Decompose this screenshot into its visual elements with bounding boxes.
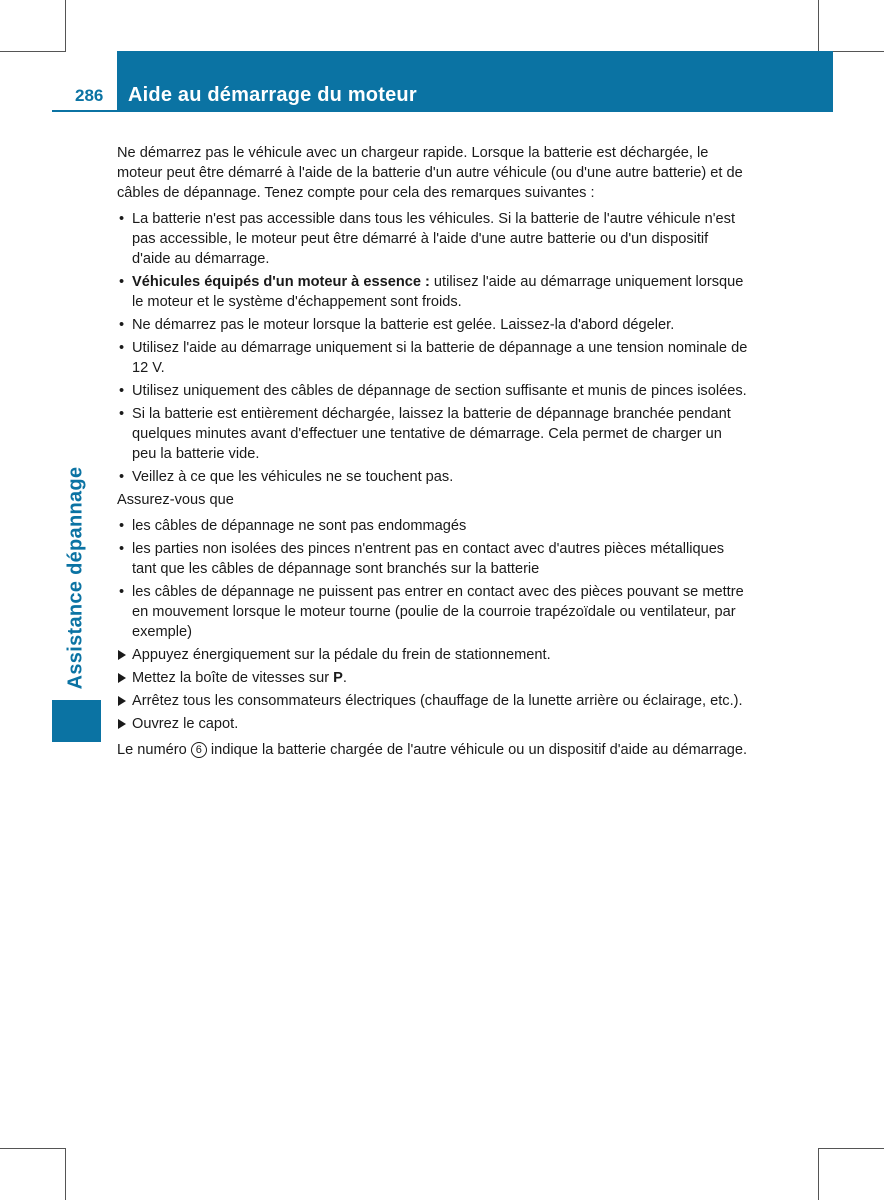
steps-list bbox=[117, 645, 749, 734]
crop-mark bbox=[65, 0, 66, 51]
remark-text: Ne démarrez pas le moteur lorsque la batterie est gelée. Laissez-la d'abord dégeler. bbox=[132, 317, 675, 333]
bullet-marker: • bbox=[119, 340, 125, 356]
list-item bbox=[117, 209, 749, 269]
step-text: Mettez la boîte de vitesses sur bbox=[132, 670, 334, 686]
closing-before: Le numéro bbox=[117, 742, 191, 758]
crop-mark bbox=[818, 0, 819, 51]
crop-mark bbox=[818, 1148, 819, 1200]
crop-mark bbox=[818, 1148, 884, 1149]
ensure-item-text: les câbles de dépannage ne sont pas endommagés bbox=[132, 518, 467, 534]
remark-text: utilisez l'aide au démarrage uniquement lorsque le moteur et le système d'échappement sont froids. bbox=[132, 274, 744, 310]
remark-text: Si la batterie est entièrement déchargée, laissez la batterie de dépannage branchée pendant quelques minutes avant d'effectuer une tentative de démarrage. Cela permet de charger un peu la batterie vide. bbox=[132, 406, 731, 462]
bullet-marker: • bbox=[119, 406, 125, 422]
circled-number-six: 6 bbox=[191, 742, 207, 758]
list-item bbox=[117, 272, 749, 312]
remark-text: La batterie n'est pas accessible dans tous les véhicules. Si la batterie de l'autre véhicule n'est pas accessible, le moteur peut être démarré à l'aide d'une autre batterie ou d'un dispositif d'aide au démarrage. bbox=[132, 211, 735, 267]
list-item bbox=[117, 582, 749, 642]
list-item bbox=[117, 516, 749, 536]
remarks-list bbox=[117, 209, 749, 487]
step-after: . bbox=[342, 670, 347, 686]
remark-bold-lead: Véhicules équipés d'un moteur à essence : bbox=[132, 274, 430, 290]
ensure-label: Assurez-vous que bbox=[117, 492, 234, 508]
bullet-marker: • bbox=[119, 541, 125, 557]
ensure-item-text: les câbles de dépannage ne puissent pas entrer en contact avec des pièces pouvant se mettre en mouvement lorsque le moteur tourne (poulie de la courroie trapézoïdale ou ventilateur, par exemple) bbox=[132, 584, 744, 640]
bullet-marker: • bbox=[119, 317, 125, 333]
remark-text: Utilisez uniquement des câbles de dépannage de section suffisante et munis de pinces isolées. bbox=[132, 383, 747, 399]
page-title: Aide au démarrage du moteur bbox=[128, 84, 417, 106]
list-item bbox=[117, 381, 749, 401]
crop-mark bbox=[0, 51, 66, 52]
step-item bbox=[117, 714, 749, 734]
step-bold-value: P bbox=[333, 670, 343, 686]
step-item bbox=[117, 691, 749, 711]
header-rule bbox=[52, 110, 833, 112]
step-arrow-icon bbox=[118, 650, 126, 660]
crop-mark bbox=[0, 1148, 66, 1149]
bullet-marker: • bbox=[119, 211, 125, 227]
list-item bbox=[117, 404, 749, 464]
intro-paragraph: Ne démarrez pas le véhicule avec un chargeur rapide. Lorsque la batterie est déchargée, le moteur peut être démarré à l'aide de la batterie d'un autre véhicule (ou d'une autre batterie) et de câbles de dépannage. Tenez compte pour cela des remarques suivantes : bbox=[117, 145, 743, 201]
crop-mark bbox=[65, 1148, 66, 1200]
bullet-marker: • bbox=[119, 469, 125, 485]
step-text: Arrêtez tous les consommateurs électriques (chauffage de la lunette arrière ou éclairage, etc.). bbox=[132, 693, 743, 709]
bullet-marker: • bbox=[119, 518, 125, 534]
remark-text: Utilisez l'aide au démarrage uniquement si la batterie de dépannage a une tension nominale de 12 V. bbox=[132, 340, 748, 376]
remark-text: Veillez à ce que les véhicules ne se touchent pas. bbox=[132, 469, 454, 485]
page-number: 286 bbox=[75, 86, 104, 105]
closing-paragraph bbox=[117, 740, 749, 760]
bullet-marker: • bbox=[119, 584, 125, 600]
step-arrow-icon bbox=[118, 719, 126, 729]
step-arrow-icon bbox=[118, 673, 126, 683]
step-item bbox=[117, 645, 749, 665]
step-arrow-icon bbox=[118, 696, 126, 706]
closing-after: indique la batterie chargée de l'autre véhicule ou un dispositif d'aide au démarrage. bbox=[206, 742, 748, 758]
main-content bbox=[117, 143, 749, 766]
section-side-label: Assistance dépannage bbox=[64, 466, 87, 690]
step-text: Ouvrez le capot. bbox=[132, 716, 239, 732]
step-item bbox=[117, 668, 749, 688]
bullet-marker: • bbox=[119, 383, 125, 399]
ensure-item-text: les parties non isolées des pinces n'entrent pas en contact avec d'autres pièces métalliques tant que les câbles de dépannage sont branchés sur la batterie bbox=[132, 541, 725, 577]
section-side-tab bbox=[52, 700, 101, 742]
bullet-marker: • bbox=[119, 274, 125, 290]
list-item bbox=[117, 338, 749, 378]
list-item bbox=[117, 467, 749, 487]
list-item bbox=[117, 539, 749, 579]
ensure-list bbox=[117, 516, 749, 642]
step-text: Appuyez énergiquement sur la pédale du frein de stationnement. bbox=[132, 647, 551, 663]
list-item bbox=[117, 315, 749, 335]
